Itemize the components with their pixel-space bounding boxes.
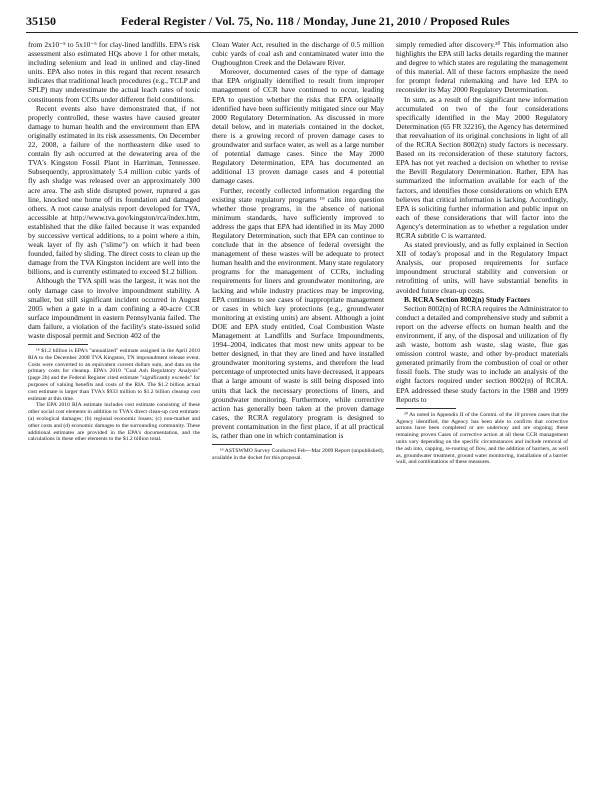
footnote: The EPA 2010 RIA estimate includes cost estimate consisting of these other social cost elements in addition to TVA's direct clean-up cost estimate: (a) ecological damages; (b) regional economic losses; (c) non-market and other costs and (d) economic damages to the surrounding community. These additional estimates are provided in the EPA's documentation, and the calculations in these other elements to the $1.2 billion total. [28,402,200,443]
paragraph: Section 8002(n) of RCRA requires the Administrator to conduct a detailed and comprehensive study and submit a report on the adverse effects on human health and the environment, if any, of the disposal and utilization of fly ash waste, bottom ash waste, slag waste, flue gas emission control waste, and other by-product materials generated primarily from the combustion of coal or other fossil fuels. The study was to include an analysis of the eight factors required under section 8002(n) of RCRA. EPA addressed these study factors in the 1988 and 1999 Reports to [396,303,568,404]
footnote-rule [28,344,88,345]
paragraph: Recent events also have demonstrated that, if not properly controlled, these wastes have caused greater damage to human health and the environment than EPA originally estimated in its risk assessments. On December 22, 2008, a failure of the northeastern dike used to contain fly ash occurred at the dewatering area of the TVA's Kingston Fossil Plant in Harriman, Tennessee. Subsequently, approximately 5.4 million cubic yards of fly ash sludge was released over an approximately 300 acre area. The ash slide disrupted power, ruptured a gas line, knocked one home off its foundation and damaged others. A root cause analysis report developed for TVA, accessible at http://www.tva.gov/kingston/rca/index.htm, established that the dike failed because it was expanded by successive vertical additions, to a point where a thin, weak layer of fly ash ("slime") on which it had been founded, failed by sliding. The direct costs to clean up the damage from the TVA Kingston incident are well into the billions, and is currently estimated to exceed $1.2 billion. [28,103,200,277]
paragraph: simply remedied after discovery.²⁰ This information also highlights the EPA still lacks details regarding the manner and degree to which states are regulating the management of this material. All of these factors emphasize the need for prompt federal rulemaking and have led EPA to reconsider its May 2000 Regulatory Determination. [396,40,568,95]
paragraph: In sum, as a result of the significant new information accumulated on two of the four considerations specifically identified in the May 2000 Regulatory Determination (65 FR 32216), the Agency has determined that reevaluation of its original conclusions in light of all of the RCRA Section 8002(n) study factors is necessary. Based on its reconsideration of these statutory factors, EPA has not yet reached a decision on whether to revise the Bevill Regulatory Determination. Rather, EPA has summarized the information available for each of the factors, and identifies those considerations on which EPA believes that critical information is lacking. Accordingly, EPA is soliciting further information and public input on each of these considerations that will factor into the Agency's determination as to whether a regulation under RCRA subtitle C is warranted. [396,94,568,240]
footnote: ²⁰ As noted in Appendix II of the Commi. of the 10 proven cases that the Agency identified, the Agency has been able to confirm that corrective actions have been completed or are underway and are ongoing; these remaining proven Cases of corrective action at all these CCR management units vary depending on the specific circumstances and include removal of the ash into, capping, re-routing of flow, and the addition of barriers, as well as, groundwater treatment, ground water monitoring, installation of a barrier wall, and combinations of these measures. [396,411,568,466]
header-rule [26,32,578,33]
paragraph: Moreover, documented cases of the type of damage that EPA originally identified to result from improper management of CCR have continued to occur, leading EPA to question whether the risks that EPA originally identified have been sufficiently mitigated since our May 2000 Regulatory Determination. As discussed in more detail below, and in materials contained in the docket, there is a growing record of proven damage cases to groundwater and surface water, as well as a large number of potential damage cases. Since the May 2000 Regulatory Determination, EPA has documented an additional 13 proven damage cases and 4 potential damage cases. [212,67,384,186]
page-header [26,14,578,32]
text-column-1 [28,40,200,790]
running-title: Federal Register / Vol. 75, No. 118 / Monday, June 21, 2010 / Proposed Rules [121,14,510,28]
paragraph: from 2x10⁻⁵ to 5x10⁻⁵ for clay-lined landfills. EPA's risk assessment also estimated HQs above 1 for other metals, including selenium and lead in unlined and clay-lined units. EPA also notes in this regard that recent research indicates that traditional leach procedures (e.g., TCLP and SPLP) may underestimate the actual leach rates of toxic constituents from CCRs under different field conditions. [28,40,200,104]
footnote-rule [212,444,272,445]
paragraph: Clean Water Act, resulted in the discharge of 0.5 million cubic yards of coal ash and contaminated water into the Oughoughton Creek and the Delaware River. [212,40,384,68]
paragraph: As stated previously, and as fully explained in Section XII of today's proposal and in the Regulatory Impact Analysis, our proposed requirements for surface impoundment structural stability and conversion or retrofitting of units, will have substantial benefits in avoided future clean-up costs. [396,240,568,295]
paragraph: Although the TVA spill was the largest, it was not the only damage case to involve impoundment stability. A smaller, but still significant incident occurred in August 2005 when a gate in a dam confining a 40-acre CCR surface impoundment in eastern Pennsylvania failed. The dam failure, a violation of the facility's state-issued solid waste disposal permit and Section 402 of the [28,276,200,340]
footnote: ¹⁸ $1.2 billion is EPA's "annualized" estimate assigned in the April 2010 RIA to the December 2008 TVA Kingston, TN impoundment release event. Costs were converted to an equivalent current dollars sum, and data on the primary costs for cleanup. EPA's 2010 "Coal Ash Regulatory Analysis" (page 2b) and the Federal Register cited estimate "significantly exceeds" for purposes of valuing benefits and costs of the RIA. The $1.2 billion actual cost estimate is larger than TVA's $933 million to $1.2 billion cleanup cost estimate at this time. [28,348,200,402]
text-column-2 [212,40,384,790]
section-heading: B. RCRA Section 8002(n) Study Factors [404,294,531,304]
paragraph: Further, recently collected information regarding the existing state regulatory programs ¹⁹ calls into question whether those programs, in the absence of national minimum standards, have sufficiently improved to address the gaps that EPA had identified in its May 2000 Regulatory Determination, such that EPA can continue to conclude that in the absence of federal oversight the management of these wastes will be adequate to protect human health and the environment. Many state regulatory programs for the management of CCRs, including requirements for liners and groundwater monitoring, are lacking and while industry practices may be improving, EPA continues to see cases of inappropriate management or cases in which key protections (e.g., groundwater monitoring at existing units) are absent. Although a joint DOE and EPA study entitled, Coal Combustion Waste Management at Landfills and Surface Impoundments, 1994–2004, indicates that most new units appear to be better designed, in that they are lined and have installed groundwater monitoring systems, and therefore the lead percentage of unprotected units have decreased, it appears that a large amount of waste is still being disposed into units that lack the necessary protections of liners, and groundwater monitoring. Furthermore, while corrective action has generally been taken at the proven damage cases, the RCRA regulatory program is designed to prevent contamination in the first place, if at all practical is, rather than one in which contamination is [212,185,384,441]
text-column-3 [396,40,568,790]
page-number: 35150 [26,14,56,28]
footnote: ¹⁹ ASTSWMO Survey Conducted Feb—Mar 2009 Report (unpublished), available in the docket for this proposal. [212,448,384,461]
footnote-rule [396,408,456,409]
